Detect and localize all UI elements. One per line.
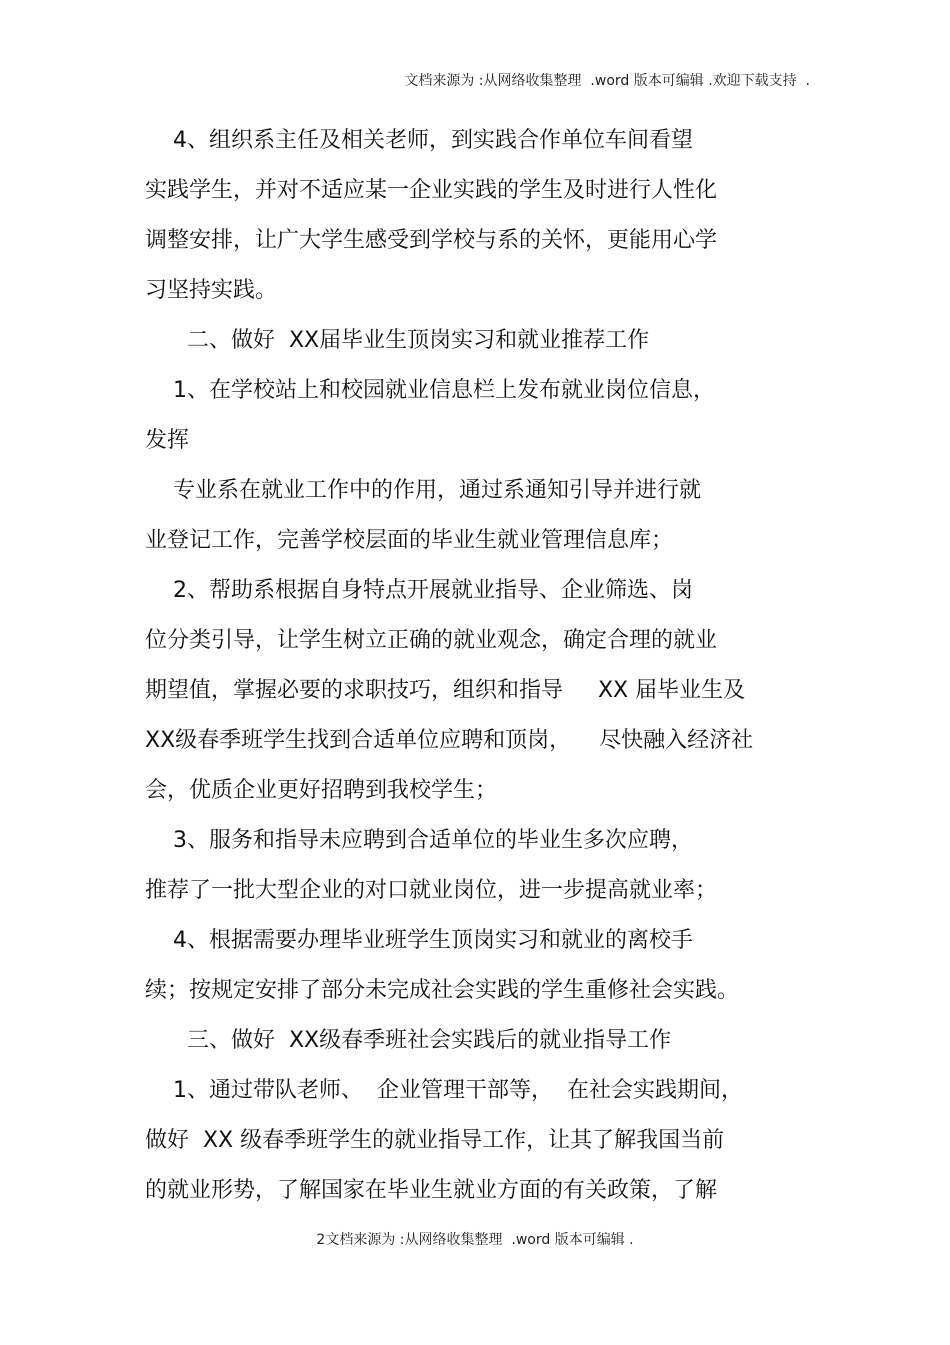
page-footer: 2文档来源为 :从网络收集整理 .word 版本可编辑 . — [316, 1232, 634, 1248]
text-line: 习坚持实践。 — [145, 278, 278, 303]
text-line: 3、服务和指导未应聘到合适单位的毕业生多次应聘， — [145, 828, 693, 853]
text-line: 期望值，掌握必要的求职技巧，组织和指导 XX 届毕业生及 — [145, 678, 746, 703]
text-line: 2、帮助系根据自身特点开展就业指导、企业筛选、岗 — [145, 578, 693, 603]
text-line: 4、根据需要办理毕业班学生顶岗实习和就业的离校手 — [145, 928, 693, 953]
text-line: 会，优质企业更好招聘到我校学生； — [145, 778, 498, 803]
section-heading: 二、做好 XX届毕业生顶岗实习和就业推荐工作 — [145, 328, 650, 353]
text-line: 1、在学校站上和校园就业信息栏上发布就业岗位信息， — [145, 378, 715, 403]
text-line: 专业系在就业工作中的作用，通过系通知引导并进行就 — [145, 478, 701, 503]
section-heading: 三、做好 XX级春季班社会实践后的就业指导工作 — [145, 1028, 672, 1053]
text-line: 做好 XX 级春季班学生的就业指导工作，让其了解我国当前 — [145, 1128, 725, 1153]
text-line: 业登记工作，完善学校层面的毕业生就业管理信息库； — [145, 528, 674, 553]
text-line: XX级春季班学生找到合适单位应聘和顶岗， 尽快融入经济社 — [145, 728, 754, 753]
text-line: 1、通过带队老师、 企业管理干部等， 在社会实践期间， — [145, 1078, 743, 1103]
text-line: 发挥 — [145, 428, 190, 453]
text-line: 续；按规定安排了部分未完成社会实践的学生重修社会实践。 — [145, 978, 740, 1003]
text-line: 4、组织系主任及相关老师，到实践合作单位车间看望 — [145, 128, 693, 153]
text-line: 实践学生，并对不适应某一企业实践的学生及时进行人性化 — [145, 178, 718, 203]
text-line: 调整安排，让广大学生感受到学校与系的关怀，更能用心学 — [145, 228, 718, 253]
page-header: 文档来源为 :从网络收集整理 .word 版本可编辑 .欢迎下载支持 . — [404, 73, 810, 89]
text-line: 的就业形势，了解国家在毕业生就业方面的有关政策，了解 — [145, 1178, 718, 1203]
text-line: 推荐了一批大型企业的对口就业岗位，进一步提高就业率； — [145, 878, 718, 903]
text-line: 位分类引导，让学生树立正确的就业观念，确定合理的就业 — [145, 628, 718, 653]
